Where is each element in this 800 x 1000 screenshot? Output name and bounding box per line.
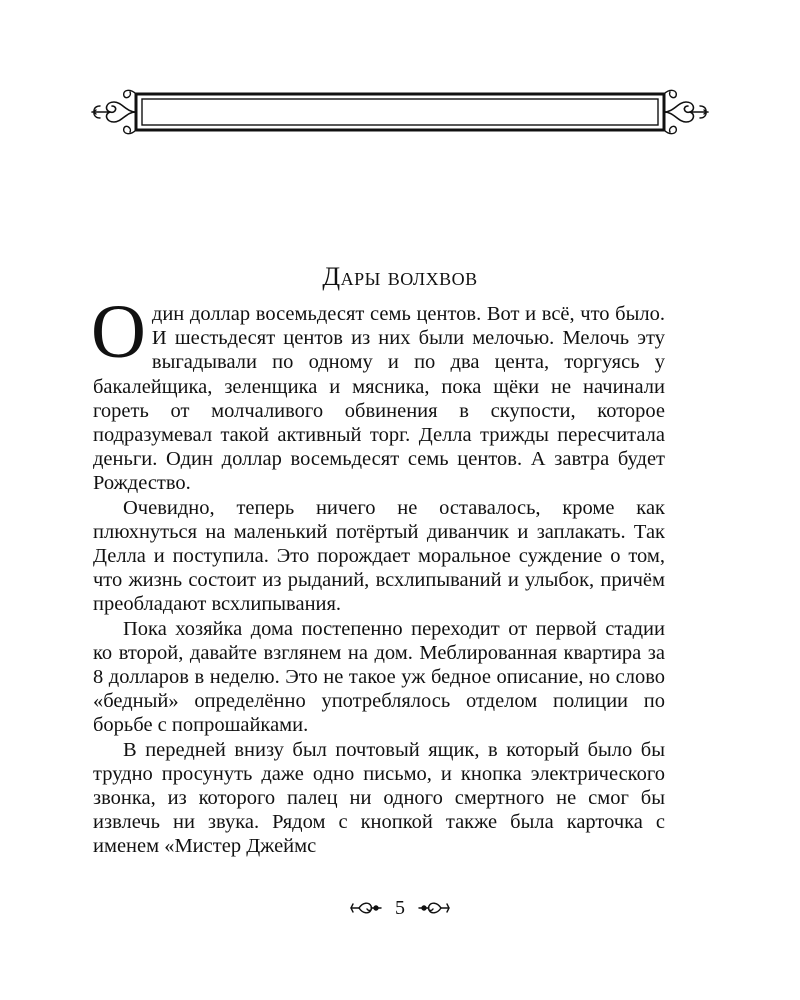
left-footer-flourish-icon <box>349 898 383 918</box>
story-text <box>91 290 665 859</box>
page-footer <box>0 894 800 922</box>
chapter-title: Дары волхвов <box>322 262 478 291</box>
header-ornament-frame <box>86 82 714 140</box>
right-footer-flourish-icon <box>417 898 451 918</box>
paragraph-3: Пока хозяйка дома постепенно переходит от первой стадии ко второй, давайте взглянем на дом. Меблированная квартира за 8 долларов в неделю. Это не такое уж бедное описание, но слово «бедный» определённо употреблялось отделом полиции по борьбе с попрошайками. <box>93 617 665 737</box>
paragraph-1-text: дин доллар восемьдесят семь центов. Вот и всё, что было. И шестьдесят центов из них были мелочью. Мелочь эту выгадывали по одному и по два цента, торгуясь у бакалейщика, зеленщика и мясника, пока щёки не начинали гореть от молчаливого обвинения в скупости, которое подразумевал такой активный торг. Делла трижды пересчитала деньги. Один доллар восемьдесят семь центов. А завтра будет Рождество. <box>93 303 665 495</box>
paragraph-1 <box>91 290 665 496</box>
page-number: 5 <box>395 896 405 919</box>
paragraph-4: В передней внизу был почтовый ящик, в который было бы трудно просунуть даже одно письмо, и кнопка электрического звонка, из которого палец ни одного смертного не смог бы извлечь ни звука. Рядом с кнопкой также была карточка с именем «Мистер Джеймс <box>93 738 665 858</box>
drop-cap-letter: О <box>91 290 146 374</box>
paragraph-2: Очевидно, теперь ничего не оставалось, кроме как плюхнуться на маленький потёртый диванчик и заплакать. Так Делла и поступила. Это порождает моральное суждение о том, что жизнь состоит из рыданий, всхлипываний и улыбок, причём преобладают всхлипывания. <box>93 496 665 616</box>
